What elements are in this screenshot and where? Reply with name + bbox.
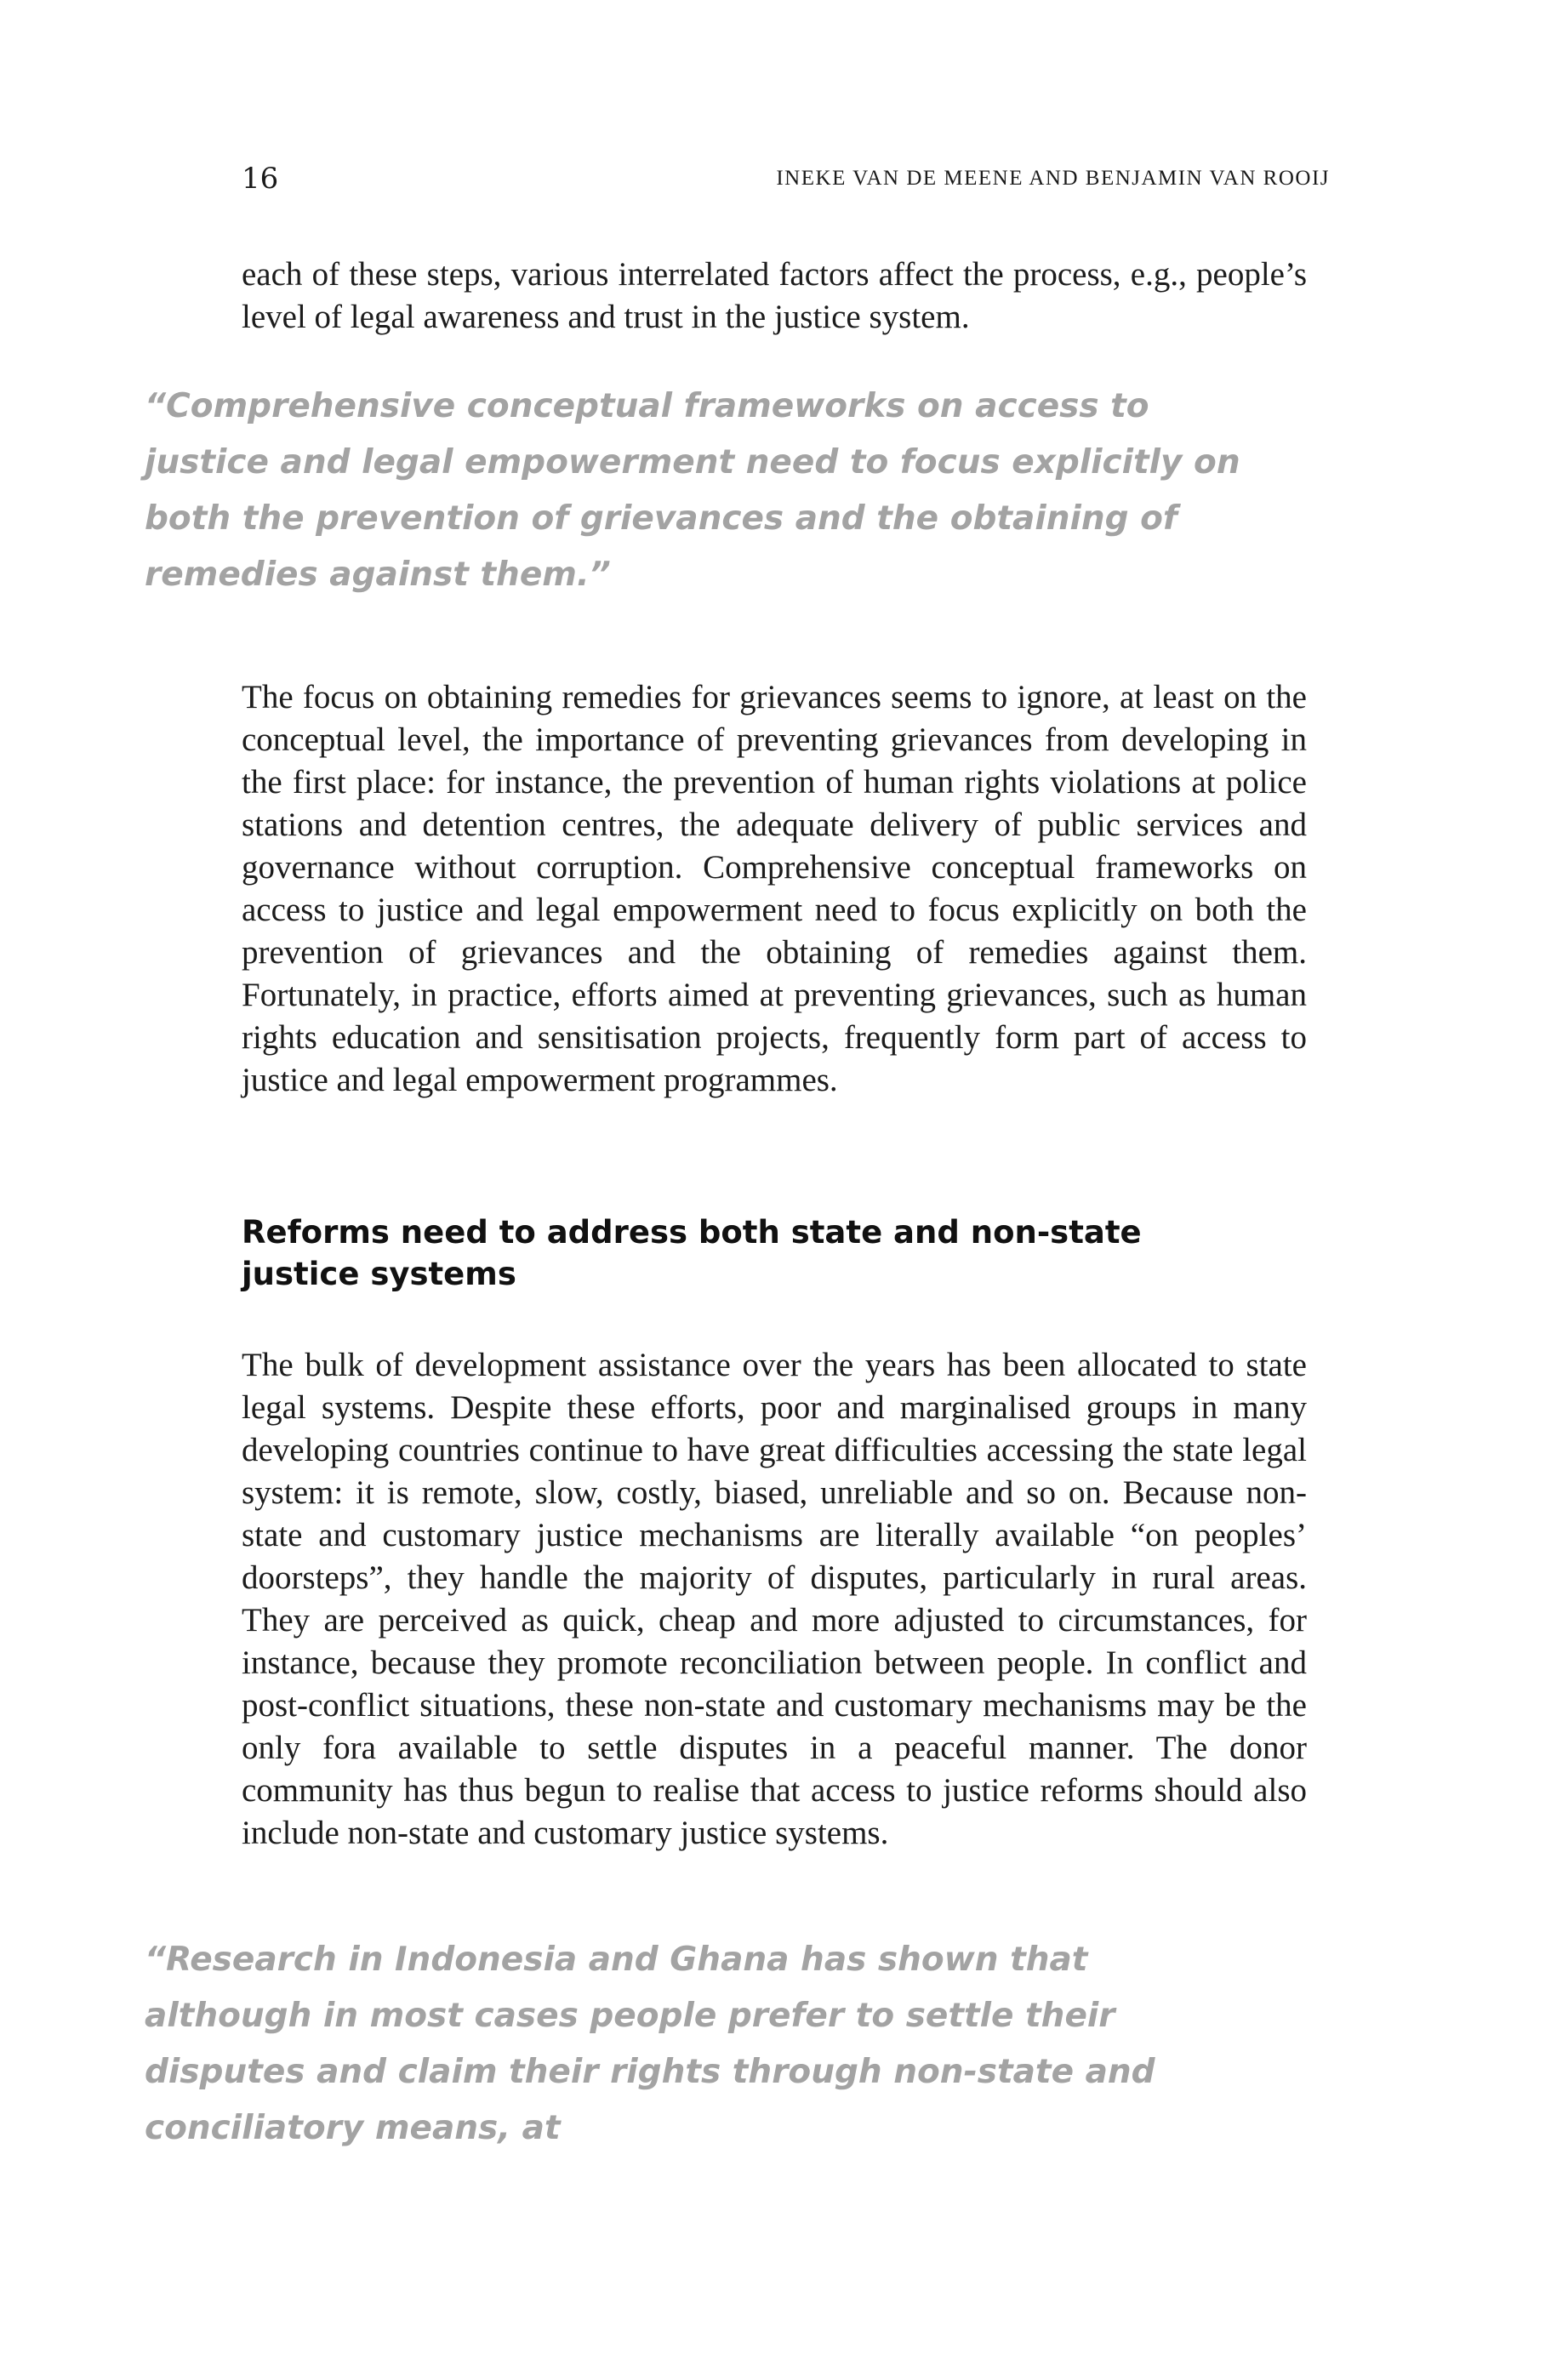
page-number: 16 (242, 162, 279, 196)
paragraph-continued: each of these steps, various interrelated factors affect the process, e.g., people’s level of legal awareness and trust in the justice system. (242, 256, 1307, 335)
pull-quote: “Research in Indonesia and Ghana has shown that although in most cases people prefer to settle their disputes and claim their rights through non-state and conciliatory means, at (145, 1941, 1155, 2147)
paragraph: The bulk of development assistance over the years has been allocated to state legal systems. Despite these efforts, poor and marginalised groups in many developing countries continue to have great difficulties accessing the state legal system: it is remote, slow, costly, biased, unreliable and so on. Because non-state and customary justice mechanisms are literally available “on peoples’ doorsteps”, they handle the majority of disputes, particularly in rural areas. They are perceived as quick, cheap and more adjusted to circumstances, for instance, because they promote reconciliation between people. In conflict and post-conflict situations, these non-state and customary mechanisms may be the only fora available to settle disputes in a peaceful manner. The donor community has thus begun to realise that access to justice reforms should also include non-state and customary justice systems. (242, 1347, 1307, 1851)
paragraph: The focus on obtaining remedies for grievances seems to ignore, at least on the conceptual level, the importance of preventing grievances from developing in the first place: for instance, the prevention of human rights violations at police stations and detention centres, the adequate delivery of public services and governance without corruption. Comprehensive conceptual frameworks on access to justice and legal empowerment need to focus explicitly on both the prevention of grievances and the obtaining of remedies against them. Fortunately, in practice, efforts aimed at preventing grievances, such as human rights education and sensitisation projects, frequently form part of access to justice and legal empowerment programmes. (242, 679, 1307, 1098)
running-head: INEKE VAN DE MEENE AND BENJAMIN VAN ROOIJ (776, 167, 1330, 190)
section-heading: Reforms need to address both state and non-state justice systems (242, 1214, 1142, 1292)
pull-quote: “Comprehensive conceptual frameworks on access to justice and legal empowerment need to focus explicitly on both the prevention of grievances and the obtaining of remedies against them.” (145, 387, 1240, 594)
